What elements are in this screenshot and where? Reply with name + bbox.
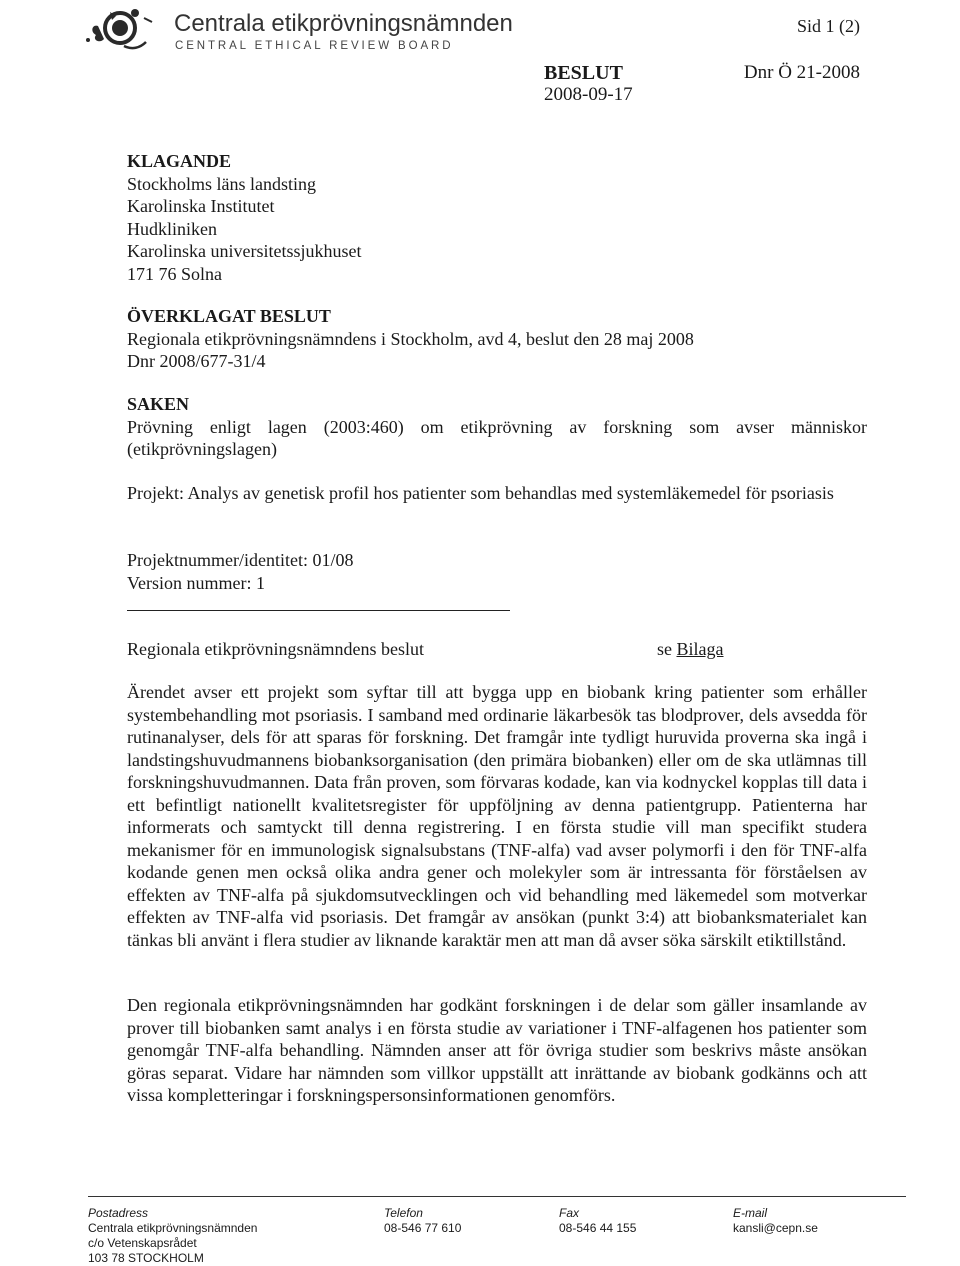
- postadress-line: Centrala etikprövningsnämnden: [88, 1221, 258, 1235]
- footer-email: [733, 1206, 818, 1236]
- klagande-heading: KLAGANDE: [127, 151, 232, 171]
- overklagat-section: [127, 305, 694, 373]
- klagande-line: Karolinska universitetssjukhuset: [127, 241, 362, 261]
- klagande-line: Karolinska Institutet: [127, 196, 275, 216]
- klagande-line: Stockholms läns landsting: [127, 173, 316, 194]
- regional-decision-ref: [657, 638, 724, 661]
- postadress-line: c/o Vetenskapsrådet: [88, 1236, 197, 1250]
- page-indicator: Sid 1 (2): [797, 16, 860, 36]
- logo: [84, 4, 170, 56]
- saken-section: [127, 393, 867, 461]
- projektnummer-line: Projektnummer/identitet: 01/08: [127, 550, 354, 570]
- dnr: Dnr Ö 21-2008: [743, 62, 860, 83]
- body-paragraph-2: Den regionala etikprövningsnämnden har godkänt forskningen i de delar som gäller insamlande av prover till biobanken samt analys i en första studie av variationer i TNF-alfagenen hos patienter som genomgår TNF-alfa behandling. Nämnden anser att för övriga studier som beskrivs måste ansökan göras separat. Vidare har nämnden som villkor uppställt att inrättande av biobank godkänns och att vissa kompletteringar i forskningspersonsinformationen genomförs.: [127, 995, 867, 1105]
- fax-value: 08-546 44 155: [559, 1221, 637, 1235]
- footer-telefon: [384, 1206, 461, 1236]
- klagande-line: 171 76 Solna: [127, 263, 223, 284]
- klagande-section: [127, 150, 361, 285]
- fax-label: Fax: [559, 1206, 580, 1220]
- bilaga-link[interactable]: Bilaga: [676, 639, 724, 659]
- version-line: Version nummer: 1: [127, 572, 265, 593]
- footer-rule: [88, 1196, 906, 1197]
- email-value[interactable]: kansli@cepn.se: [733, 1221, 818, 1235]
- postadress-label: Postadress: [88, 1206, 149, 1220]
- overklagat-line: Dnr 2008/677-31/4: [127, 351, 266, 371]
- projektnummer-section: [127, 549, 353, 594]
- postadress-line: 103 78 STOCKHOLM: [88, 1251, 204, 1265]
- doc-type: BESLUT: [544, 62, 623, 84]
- footer-postadress: [88, 1206, 257, 1266]
- saken-text: Prövning enligt lagen (2003:460) om etikprövning av forskning som avser människor (etikprövningslagen): [127, 416, 867, 459]
- org-name: Centrala etikprövningsnämnden: [174, 10, 513, 37]
- logo-emblem-icon: [84, 4, 170, 56]
- ref-prefix: se: [657, 639, 677, 659]
- overklagat-line: Regionala etikprövningsnämndens i Stockholm, avd 4, beslut den 28 maj 2008: [127, 328, 694, 349]
- projekt-text: Projekt: Analys av genetisk profil hos patienter som behandlas med systemläkemedel för psoriasis: [127, 483, 834, 503]
- saken-heading: SAKEN: [127, 394, 190, 414]
- overklagat-heading: ÖVERKLAGAT BESLUT: [127, 306, 331, 326]
- body-paragraph-1: Ärendet avser ett projekt som syftar till att bygga upp en biobank kring patienter som erhåller systembehandling mot psoriasis. I samband med ordinarie läkarbesök tas blodprover, dels avsedda för rutinanalyser, dels för att sparas för forskning. Det framgår inte tydligt huruvida proverna ska ingå i landstingshuvudmannens biobanksorganisation (den primära biobanken) eller om de ska utlämnas till forskningshuvudmannen. Data från proven, som förvaras kodade, kan via kodnyckel kopplas till data i ett befintligt nationellt kvalitetsregister för uppföljning av denna patientgrupp. Patienterna har informerats och samtyckt till denna registrering. I en första studie vill man specifikt studera mekanismer för en immunologisk signalsubstans (TNF-alfa) vad avser polymorfi i den för TNF-alfa kodande genen men också olika andra gener och molekyler som är intressanta för förståelsen av effekten av TNF-alfa på sjukdomsutvecklingen och vid behandling med läkemedel som motverkar effekten av TNF-alfa vid psoriasis. Det framgår av ansökan (punkt 3:4) att biobanksmaterialet kan tänkas bli använt i flera studier av liknande karaktär men att man då avser söka särskilt etiktillstånd.: [127, 682, 867, 950]
- telefon-value: 08-546 77 610: [384, 1221, 462, 1235]
- footer-fax: [559, 1206, 636, 1236]
- org-subtitle: CENTRAL ETHICAL REVIEW BOARD: [175, 40, 454, 52]
- doc-date: 2008-09-17: [544, 84, 633, 105]
- email-label: E-mail: [733, 1206, 768, 1220]
- section-divider: [127, 610, 510, 611]
- telefon-label: Telefon: [384, 1206, 423, 1220]
- klagande-line: Hudkliniken: [127, 218, 217, 239]
- regional-decision-label: Regionala etikprövningsnämndens beslut: [127, 639, 424, 659]
